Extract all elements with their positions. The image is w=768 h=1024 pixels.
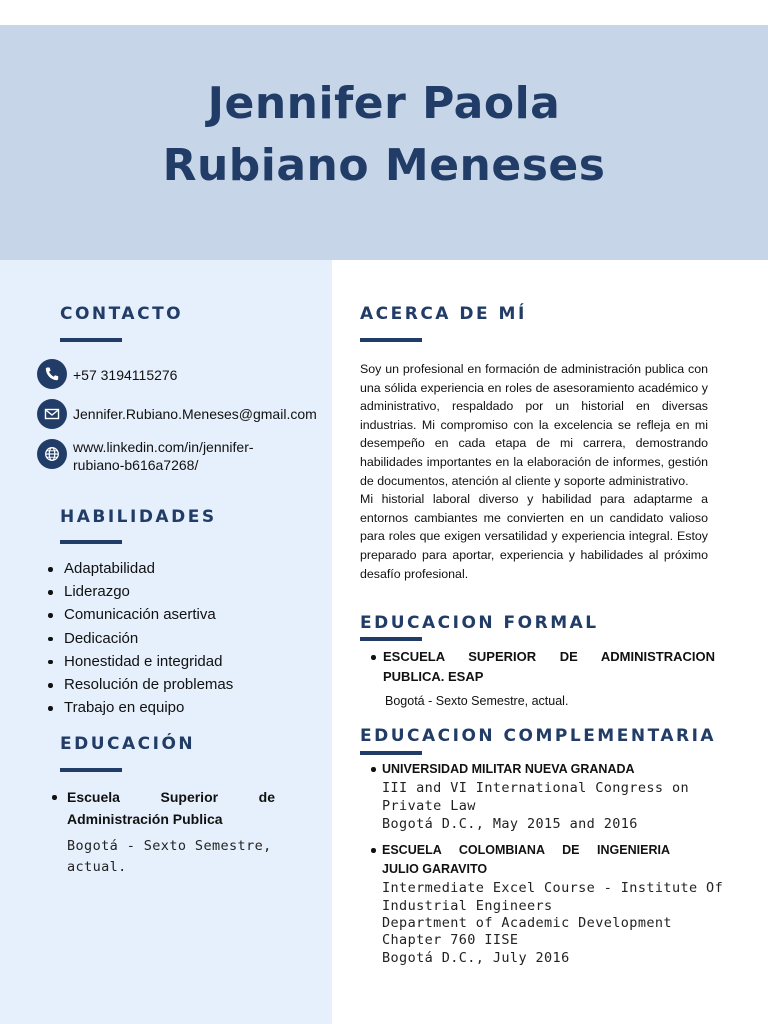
skills-list bbox=[64, 557, 233, 719]
contact-rule bbox=[60, 338, 122, 342]
education-school bbox=[67, 786, 275, 830]
complementary-detail-2-line-4: Chapter 760 IISE bbox=[382, 932, 519, 948]
complementary-education-rule bbox=[360, 751, 422, 755]
about-rule bbox=[360, 338, 422, 342]
email-icon bbox=[37, 399, 67, 429]
education-detail-line-1: Bogotá - Sexto Semestre, bbox=[67, 838, 272, 854]
education-school-line-2: Administración Publica bbox=[67, 811, 223, 827]
email-link[interactable]: Jennifer.Rubiano.Meneses@gmail.com bbox=[73, 406, 317, 422]
phone-text: +57 3194115276 bbox=[73, 367, 178, 383]
complementary-detail-1-line-3: Bogotá D.C., May 2015 and 2016 bbox=[382, 816, 638, 832]
globe-icon bbox=[37, 439, 67, 469]
complementary-detail-1-line-1: III and VI International Congress on bbox=[382, 780, 689, 796]
complementary-detail-2-line-3: Department of Academic Development bbox=[382, 915, 672, 931]
education-heading: EDUCACIÓN bbox=[60, 734, 196, 754]
education-school-line-1: Escuela Superior de bbox=[67, 789, 275, 805]
complementary-school-2-line-2: JULIO GARAVITO bbox=[382, 862, 488, 876]
complementary-bullet bbox=[371, 848, 376, 853]
skill-item: Adaptabilidad bbox=[64, 557, 233, 580]
name-line-1: Jennifer Paola bbox=[207, 78, 561, 129]
about-text bbox=[360, 360, 708, 583]
skill-item: Resolución de problemas bbox=[64, 673, 233, 696]
complementary-bullet bbox=[371, 767, 376, 772]
skill-item: Liderazgo bbox=[64, 580, 233, 603]
about-heading: ACERCA DE MÍ bbox=[360, 304, 527, 324]
formal-education-heading: EDUCACION FORMAL bbox=[360, 613, 599, 633]
about-paragraph-2: Mi historial laboral diverso y habilidad para adaptarme a entornos cambiantes me convierten en un candidato valioso para roles que exigen versatilidad y experiencia integral. Estoy preparado para aportar, experiencia y habilidades al próximo desafío profesional. bbox=[360, 492, 708, 581]
complementary-education-heading: EDUCACION COMPLEMENTARIA bbox=[360, 726, 717, 746]
formal-education-bullet bbox=[371, 655, 376, 660]
formal-education-detail: Bogotá - Sexto Semestre, actual. bbox=[385, 694, 569, 708]
education-detail-line-2: actual. bbox=[67, 859, 127, 875]
complementary-detail-2-line-1: Intermediate Excel Course - Institute Of bbox=[382, 880, 724, 896]
skill-item: Comunicación asertiva bbox=[64, 603, 233, 626]
skills-rule bbox=[60, 540, 122, 544]
formal-education-school: ESCUELA SUPERIOR DE ADMINISTRACION PUBLICA. ESAP bbox=[383, 649, 715, 684]
complementary-detail-2-line-2: Industrial Engineers bbox=[382, 898, 553, 914]
about-paragraph-1: Soy un profesional en formación de administración publica con una sólida experiencia en roles de asesoramiento académico y administrativo, respaldado por un historial en diversas industrias. Mi compromiso con la excelencia se refleja en mi desempeño en cada etapa de mi carrera, demostrando habilidades importantes en la elaboración de informes, gestión de documentos, atención al cliente y soporte administrativo. bbox=[360, 362, 708, 488]
contact-heading: CONTACTO bbox=[60, 304, 184, 324]
complementary-school-2-line-1: ESCUELA COLOMBIANA DE INGENIERIA bbox=[382, 843, 670, 857]
complementary-school-1: UNIVERSIDAD MILITAR NUEVA GRANADA bbox=[382, 762, 635, 776]
education-bullet bbox=[52, 795, 57, 800]
complementary-detail-1-line-2: Private Law bbox=[382, 798, 476, 814]
education-rule bbox=[60, 768, 122, 772]
linkedin-line-2: rubiano-b616a7268/ bbox=[73, 457, 199, 473]
linkedin-line-1: www.linkedin.com/in/jennifer- bbox=[73, 439, 254, 455]
skills-heading: HABILIDADES bbox=[60, 507, 217, 527]
skill-item: Dedicación bbox=[64, 627, 233, 650]
phone-icon bbox=[37, 359, 67, 389]
name-line-2: Rubiano Meneses bbox=[162, 140, 606, 191]
skill-item: Trabajo en equipo bbox=[64, 696, 233, 719]
linkedin-link[interactable] bbox=[73, 438, 254, 474]
formal-education-rule bbox=[360, 637, 422, 641]
complementary-detail-2-line-5: Bogotá D.C., July 2016 bbox=[382, 950, 570, 966]
skill-item: Honestidad e integridad bbox=[64, 650, 233, 673]
